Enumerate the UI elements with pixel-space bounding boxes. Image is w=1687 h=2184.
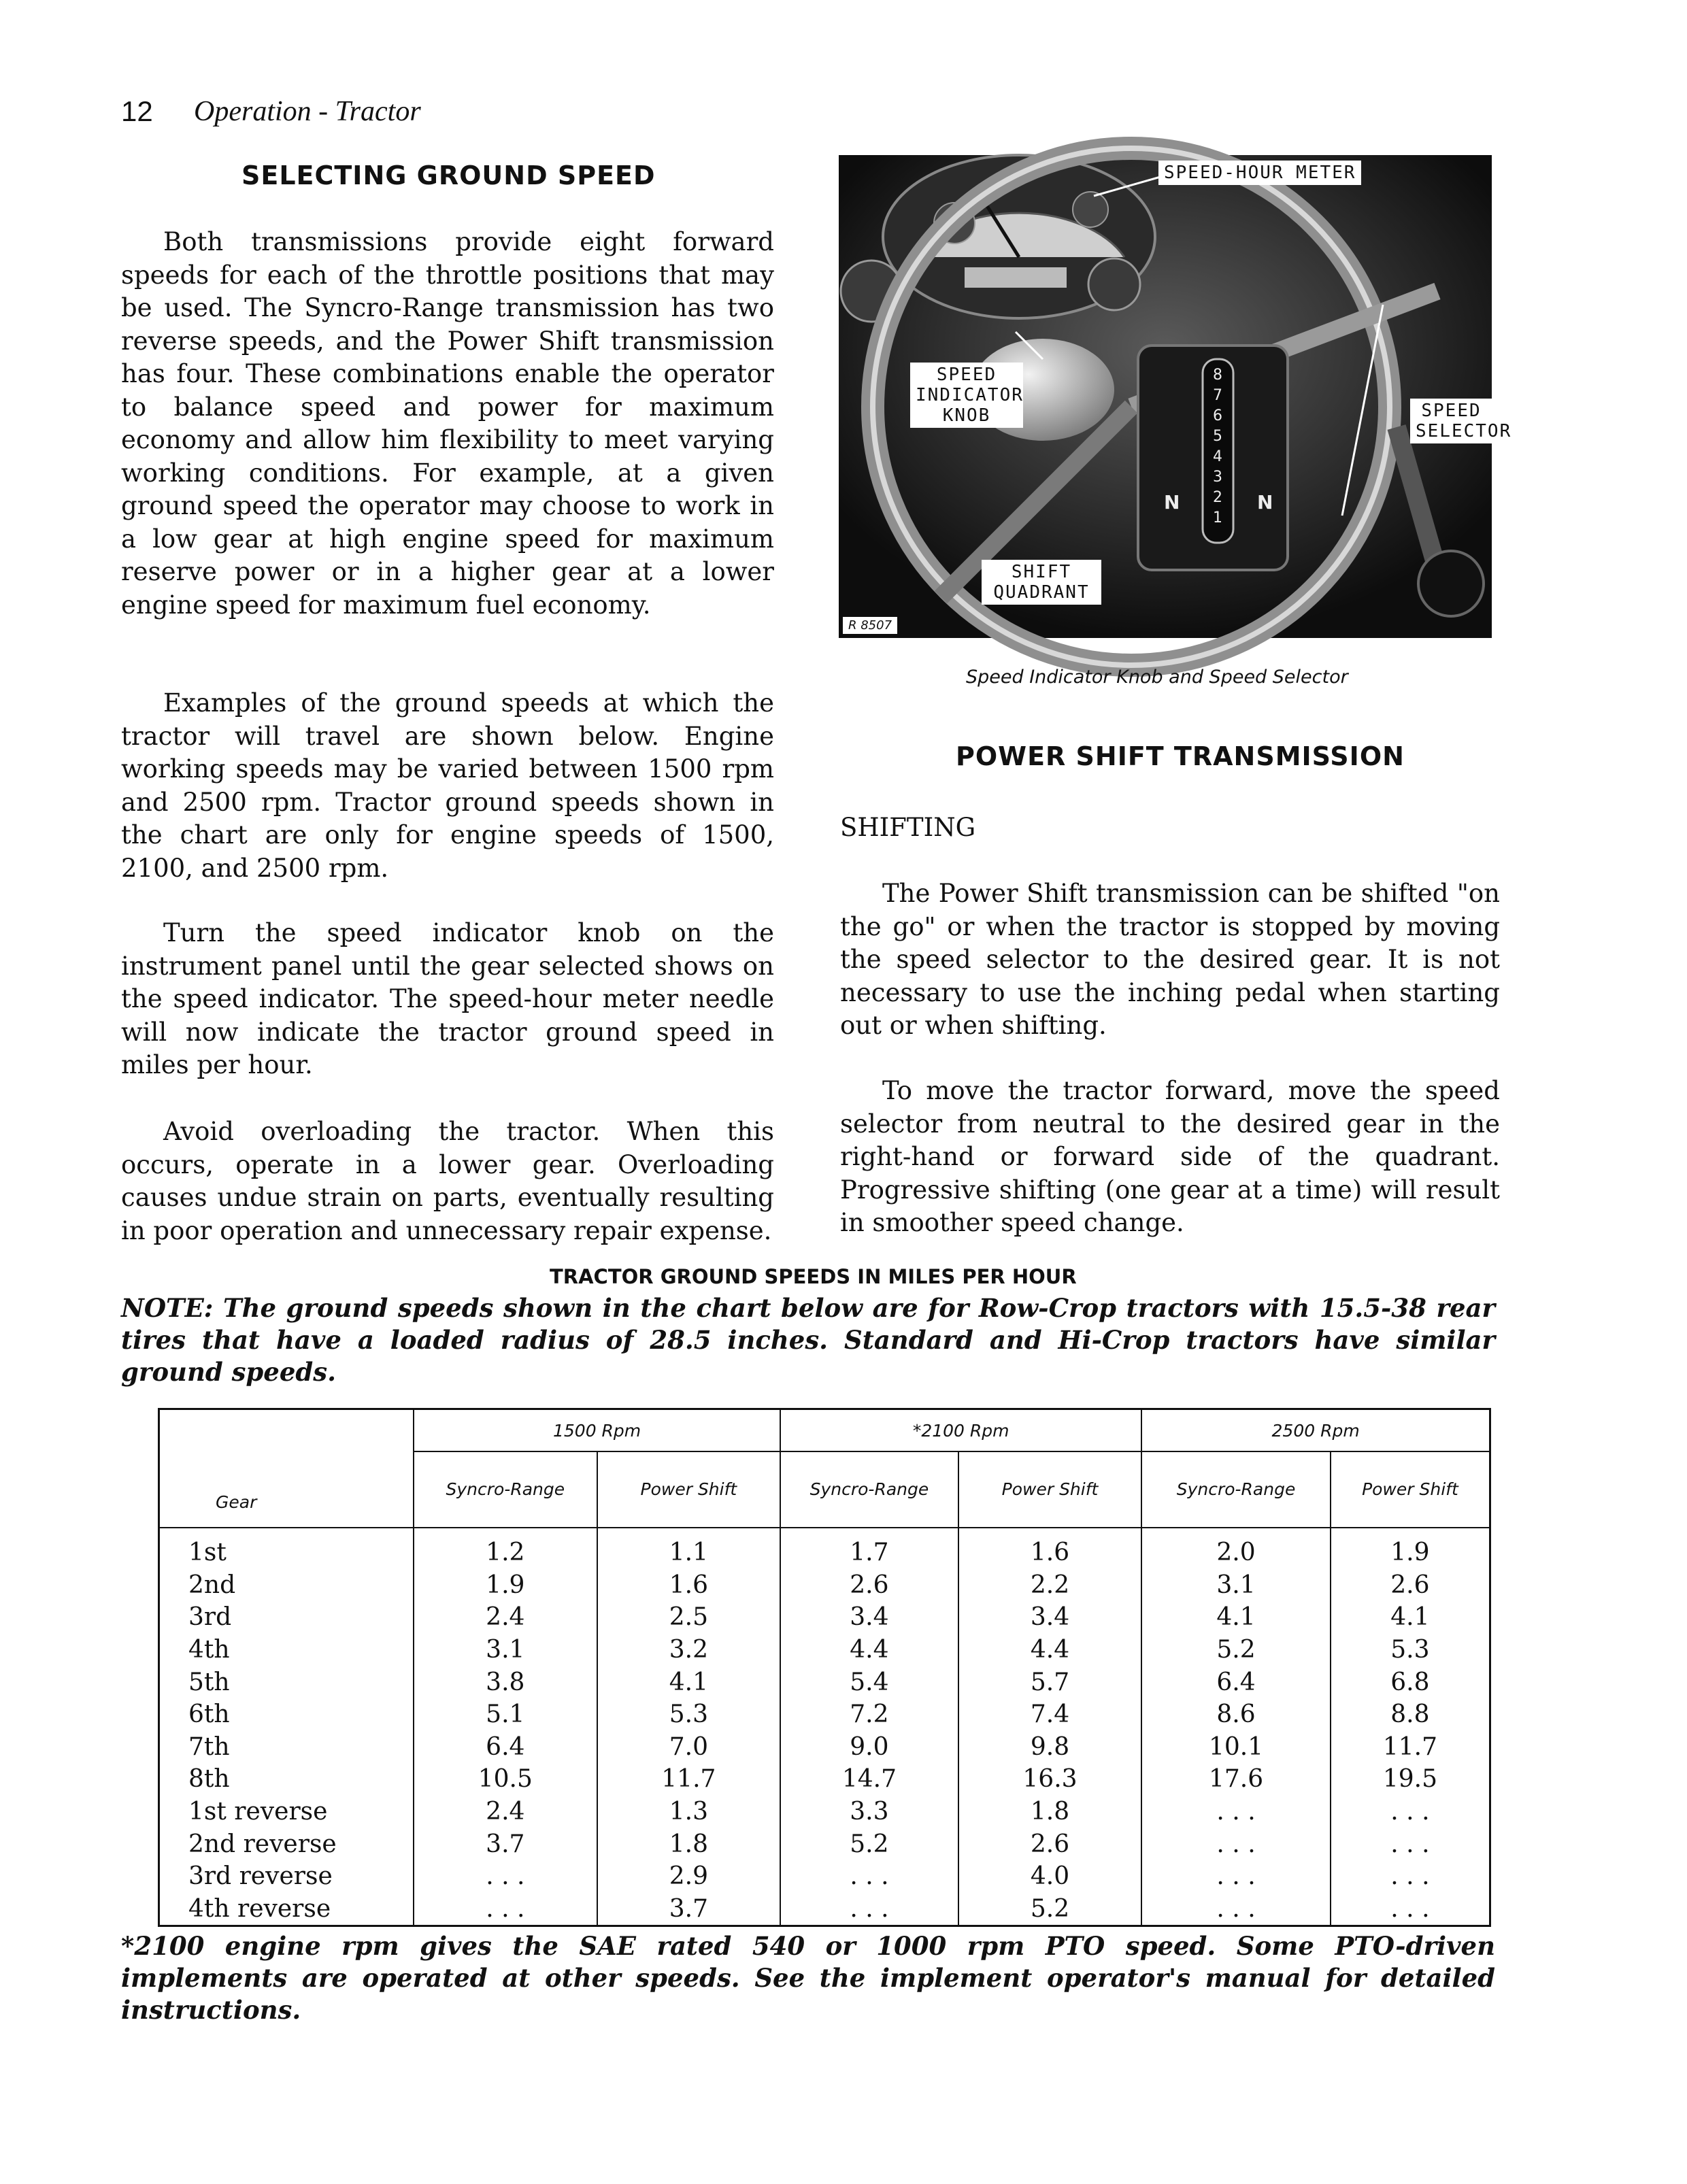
speed-cell: 19.5 xyxy=(1331,1763,1490,1796)
speed-cell: 1.3 xyxy=(597,1796,781,1828)
speed-cell: . . . xyxy=(1331,1860,1490,1893)
gear-cell: 3rd reverse xyxy=(159,1860,414,1893)
speed-cell: 9.0 xyxy=(780,1731,958,1764)
table-row xyxy=(159,1528,1490,1569)
speed-cell: 5.3 xyxy=(1331,1634,1490,1666)
speed-cell: 5.1 xyxy=(414,1698,597,1731)
speed-cell: 1.6 xyxy=(597,1569,781,1602)
speed-cell: 4.1 xyxy=(1331,1601,1490,1634)
speed-cell: 2.9 xyxy=(597,1860,781,1893)
gear-cell: 7th xyxy=(159,1731,414,1764)
table-note: NOTE: The ground speeds shown in the chart below are for Row-Crop tractors with 15.5-38 rear tires that have a loaded radius of 28.5 inches. Standard and Hi-Crop tractors have similar ground speeds. xyxy=(121,1293,1495,1387)
speed-cell: 14.7 xyxy=(780,1763,958,1796)
svg-text:7: 7 xyxy=(1213,387,1222,404)
speed-cell: 7.4 xyxy=(958,1698,1142,1731)
speed-cell: 1.6 xyxy=(958,1528,1142,1569)
speed-cell: 2.6 xyxy=(958,1828,1142,1860)
figure-reference: R 8507 xyxy=(843,617,897,634)
speed-cell: 6.4 xyxy=(1141,1666,1331,1698)
speed-cell: 3.4 xyxy=(958,1601,1142,1634)
speed-cell: . . . xyxy=(414,1860,597,1893)
table-row xyxy=(159,1763,1490,1796)
speed-cell: . . . xyxy=(414,1893,597,1926)
label-speed-hour-meter: SPEED-HOUR METER xyxy=(1158,161,1361,185)
svg-text:4: 4 xyxy=(1213,448,1222,465)
speed-cell: 5.2 xyxy=(958,1893,1142,1926)
section-title-power-shift: POWER SHIFT TRANSMISSION xyxy=(956,741,1405,771)
column-header-power-shift: Power Shift xyxy=(597,1451,781,1528)
speed-cell: 3.8 xyxy=(414,1666,597,1698)
speed-cell: 1.1 xyxy=(597,1528,781,1569)
column-header-syncro-range: Syncro-Range xyxy=(414,1451,597,1528)
gear-cell: 6th xyxy=(159,1698,414,1731)
table-row xyxy=(159,1698,1490,1731)
paragraph: The Power Shift transmission can be shifted "on the go" or when the tractor is stopped by moving the speed selector to the desired gear. It is not necessary to use the inching pedal when starting out or when shifting. xyxy=(840,879,1500,1040)
table-row xyxy=(159,1634,1490,1666)
instrument-panel-photo xyxy=(839,155,1512,638)
table-row xyxy=(159,1666,1490,1698)
label-shift-quadrant: SHIFT QUADRANT xyxy=(982,560,1101,605)
speed-cell: 4.4 xyxy=(780,1634,958,1666)
paragraph: Both transmissions provide eight forward speeds for each of the throttle positions that may be used. The Syncro-Range transmission has two reverse speeds, and the Power Shift transmission has four. These combinations enable the operator to balance speed and power for maximum economy and allow him flexibility to meet varying working conditions. For example, at a given ground speed the operator may choose to work in a low gear at high engine speed for maximum reserve power or in a higher gear at a lower engine speed for maximum fuel economy. xyxy=(121,227,774,620)
speed-cell: 3.1 xyxy=(414,1634,597,1666)
table-row xyxy=(159,1731,1490,1764)
speed-cell: . . . xyxy=(780,1860,958,1893)
subsection-title-shifting: SHIFTING xyxy=(840,813,976,842)
gear-cell: 3rd xyxy=(159,1601,414,1634)
section-title-selecting-ground-speed: SELECTING GROUND SPEED xyxy=(241,161,656,190)
table-row xyxy=(159,1569,1490,1602)
speed-cell: 3.3 xyxy=(780,1796,958,1828)
speed-cell: 1.7 xyxy=(780,1528,958,1569)
speed-cell: 2.6 xyxy=(1331,1569,1490,1602)
svg-text:1: 1 xyxy=(1213,509,1222,526)
speed-cell: 1.8 xyxy=(597,1828,781,1860)
column-header-gear: Gear xyxy=(159,1409,414,1528)
speed-cell: 3.7 xyxy=(414,1828,597,1860)
svg-text:3: 3 xyxy=(1213,469,1222,486)
speed-cell: . . . xyxy=(780,1893,958,1926)
svg-text:5: 5 xyxy=(1213,428,1222,445)
speed-cell: 10.1 xyxy=(1141,1731,1331,1764)
gear-cell: 5th xyxy=(159,1666,414,1698)
column-header-2100-rpm: *2100 Rpm xyxy=(780,1409,1141,1452)
ground-speeds-table xyxy=(158,1408,1491,1927)
speed-cell: 1.9 xyxy=(1331,1528,1490,1569)
speed-cell: . . . xyxy=(1141,1796,1331,1828)
speed-cell: 2.4 xyxy=(414,1796,597,1828)
table-row xyxy=(159,1860,1490,1893)
speed-cell: 2.6 xyxy=(780,1569,958,1602)
speed-cell: 8.8 xyxy=(1331,1698,1490,1731)
paragraph: Avoid overloading the tractor. When this occurs, operate in a lower gear. Overloading causes undue strain on parts, eventually resulting in poor operation and unnecessary repair expense. xyxy=(121,1117,774,1245)
column-header-power-shift: Power Shift xyxy=(1331,1451,1490,1528)
speed-cell: 3.4 xyxy=(780,1601,958,1634)
figure-caption: Speed Indicator Knob and Speed Selector xyxy=(966,667,1348,688)
table-row xyxy=(159,1601,1490,1634)
speed-cell: 2.2 xyxy=(958,1569,1142,1602)
gear-cell: 1st reverse xyxy=(159,1796,414,1828)
column-header-1500-rpm: 1500 Rpm xyxy=(414,1409,780,1452)
speed-cell: 1.9 xyxy=(414,1569,597,1602)
speed-cell: 9.8 xyxy=(958,1731,1142,1764)
speed-cell: 10.5 xyxy=(414,1763,597,1796)
speed-cell: 7.0 xyxy=(597,1731,781,1764)
gear-cell: 1st xyxy=(159,1528,414,1569)
speed-cell: 5.7 xyxy=(958,1666,1142,1698)
column-header-power-shift: Power Shift xyxy=(958,1451,1142,1528)
paragraph: To move the tractor forward, move the speed selector from neutral to the desired gear in the right-hand or forward side of the quadrant. Progressive shifting (one gear at a time) will result in smoother speed change. xyxy=(840,1076,1500,1237)
speed-cell: 11.7 xyxy=(1331,1731,1490,1764)
speed-cell: . . . xyxy=(1331,1828,1490,1860)
speed-cell: 6.4 xyxy=(414,1731,597,1764)
speed-cell: 17.6 xyxy=(1141,1763,1331,1796)
svg-text:6: 6 xyxy=(1213,407,1222,424)
speed-cell: 8.6 xyxy=(1141,1698,1331,1731)
speed-cell: . . . xyxy=(1331,1796,1490,1828)
column-header-syncro-range: Syncro-Range xyxy=(780,1451,958,1528)
speed-cell: 2.0 xyxy=(1141,1528,1331,1569)
table-row xyxy=(159,1828,1490,1860)
gear-cell: 2nd reverse xyxy=(159,1828,414,1860)
speed-cell: 3.2 xyxy=(597,1634,781,1666)
running-title: Operation - Tractor xyxy=(194,96,421,127)
label-speed-indicator-knob: SPEED INDICATOR KNOB xyxy=(910,363,1023,428)
speed-cell: . . . xyxy=(1141,1893,1331,1926)
speed-cell: 3.7 xyxy=(597,1893,781,1926)
speed-cell: 7.2 xyxy=(780,1698,958,1731)
table-row xyxy=(159,1893,1490,1926)
gear-cell: 4th reverse xyxy=(159,1893,414,1926)
gear-cell: 4th xyxy=(159,1634,414,1666)
speed-cell: . . . xyxy=(1141,1828,1331,1860)
column-header-2500-rpm: 2500 Rpm xyxy=(1141,1409,1490,1452)
gear-cell: 2nd xyxy=(159,1569,414,1602)
table-row xyxy=(159,1796,1490,1828)
speed-cell: 5.4 xyxy=(780,1666,958,1698)
speed-cell: 5.3 xyxy=(597,1698,781,1731)
paragraph: Examples of the ground speeds at which the tractor will travel are shown below. Engine working speeds may be varied between 1500 rpm and 2500 rpm. Tractor ground speeds shown in the chart are only for engine speeds of 1500, 2100, and 2500 rpm. xyxy=(121,688,774,883)
speed-cell: 4.0 xyxy=(958,1860,1142,1893)
speed-cell: 4.1 xyxy=(597,1666,781,1698)
speed-cell: 6.8 xyxy=(1331,1666,1490,1698)
paragraph: Turn the speed indicator knob on the instrument panel until the gear selected shows on the speed indicator. The speed-hour meter needle will now indicate the tractor ground speed in miles per hour. xyxy=(121,918,774,1079)
speed-cell: 1.8 xyxy=(958,1796,1142,1828)
gear-cell: 8th xyxy=(159,1763,414,1796)
speed-cell: . . . xyxy=(1141,1860,1331,1893)
label-speed-selector: SPEED SELECTOR xyxy=(1410,399,1492,443)
svg-text:8: 8 xyxy=(1213,367,1222,384)
table-footnote: *2100 engine rpm gives the SAE rated 540 or 1000 rpm PTO speed. Some PTO-driven implements are operated at other speeds. See the implement operator's manual for detailed instructions. xyxy=(121,1931,1495,2025)
speed-cell: 2.5 xyxy=(597,1601,781,1634)
svg-text:N: N xyxy=(1164,491,1180,514)
speed-cell: . . . xyxy=(1331,1893,1490,1926)
table-title: TRACTOR GROUND SPEEDS IN MILES PER HOUR xyxy=(550,1265,1077,1288)
speed-cell: 5.2 xyxy=(780,1828,958,1860)
speed-cell: 11.7 xyxy=(597,1763,781,1796)
column-header-syncro-range: Syncro-Range xyxy=(1141,1451,1331,1528)
svg-text:N: N xyxy=(1257,491,1273,514)
speed-cell: 4.4 xyxy=(958,1634,1142,1666)
speed-cell: 4.1 xyxy=(1141,1601,1331,1634)
speed-cell: 16.3 xyxy=(958,1763,1142,1796)
page-number: 12 xyxy=(121,95,153,127)
speed-cell: 5.2 xyxy=(1141,1634,1331,1666)
speed-cell: 3.1 xyxy=(1141,1569,1331,1602)
speed-cell: 1.2 xyxy=(414,1528,597,1569)
svg-text:2: 2 xyxy=(1213,489,1222,506)
speed-cell: 2.4 xyxy=(414,1601,597,1634)
